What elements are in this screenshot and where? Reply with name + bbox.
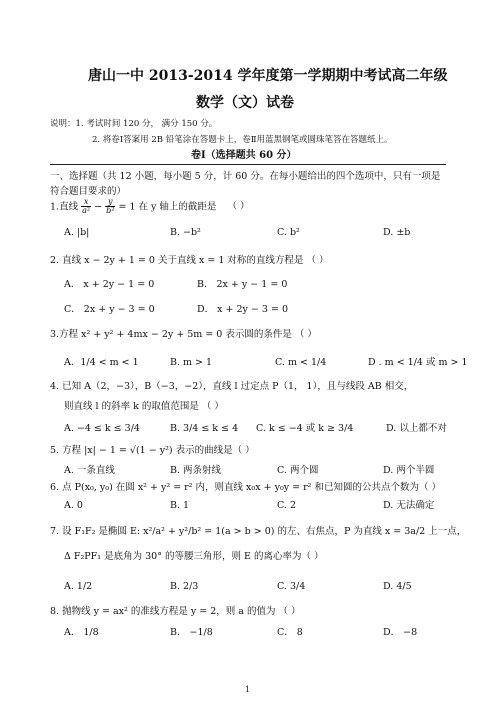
question-4-stem-2: 则直线 l 的斜率 k 的取值范围是 （ ） — [64, 401, 224, 412]
q1-option-d: D. ±b — [383, 227, 411, 238]
q2-option-b: B． 2x + y − 1 = 0 — [197, 279, 288, 290]
q2-option-d: D． x + 2y − 3 = 0 — [197, 304, 288, 315]
q3-option-b: B. m > 1 — [170, 357, 213, 368]
q2-option-a: A． x + 2y − 1 = 0 — [64, 279, 155, 290]
q1-frac-y: $\frac{y}{\text{b²}}$ — [106, 197, 115, 216]
subject-title: 数学（文）试卷 — [196, 95, 294, 111]
section-divider — [50, 164, 446, 165]
question-7-stem-2: Δ F₂PF₁ 是底角为 30° 的等腰三角形，则 E 的离心率为（ ） — [64, 551, 324, 562]
q3-option-c: C. m < 1/4 — [275, 357, 327, 368]
question-4-stem: 4. 已知 A（2，−3），B（−3，−2），直线 l 过定点 P（1， 1），且与线段 AB 相交， — [50, 381, 414, 392]
section-instructions-2: 符合题目要求的） — [50, 186, 127, 197]
q5-option-a: A. 一条直线 — [64, 465, 115, 476]
q8-option-a: A． 1/8 — [64, 627, 99, 638]
section-instructions-1: 一、选择题（共 12 小题，每小题 5 分，计 60 分。在每小题给出的四个选项中，只有一项是 — [50, 171, 441, 182]
notes-text-1: 1. 考试时间 120 分， 满分 150 分。 — [75, 119, 218, 129]
question-2-stem: 2. 直线 x − 2y + 1 = 0 关于直线 x = 1 对称的直线方程是 （ ） — [50, 255, 329, 266]
q8-option-c: C． 8 — [277, 627, 303, 638]
question-6-stem: 6. 点 P(x₀, y₀) 在圆 x² + y² = r² 内，则直线 x₀x + y₀y = r² 和已知圆的公共点个数为（ ） — [50, 482, 442, 493]
q5-option-d: D. 两个半圆 — [383, 465, 435, 476]
question-3-stem: 3.方程 x² + y² + 4mx − 2y + 5m = 0 表示圆的条件是 （ ） — [50, 329, 317, 340]
q7-option-a: A. 1/2 — [64, 581, 93, 592]
q1-frac-x: $\frac{x}{\text{a²}}$ — [82, 197, 91, 216]
q5-option-c: C. 两个圆 — [277, 465, 319, 476]
q6-option-a: A. 0 — [64, 500, 83, 511]
q6-option-b: B. 1 — [170, 500, 190, 511]
q1-option-c: C. b² — [277, 227, 300, 238]
question-8-stem: 8. 抛物线 y = ax² 的准线方程是 y = 2，则 a 的值为 （ ） — [50, 606, 301, 617]
q3-option-a: A．1/4 < m < 1 — [64, 357, 139, 368]
q1-stem-prefix: 1.直线 — [50, 201, 79, 213]
q4-option-a: A. −4 ≤ k ≤ 3/4 — [64, 423, 140, 434]
q6-option-d: D. 无法确定 — [383, 500, 435, 511]
q8-option-b: B． −1/8 — [170, 627, 213, 638]
q7-option-d: D. 4/5 — [383, 581, 412, 592]
q4-option-b: B. 3/4 ≤ k ≤ 4 — [170, 423, 239, 434]
q1-option-a: A. |b| — [64, 227, 90, 238]
notes-label: 说明： — [50, 119, 76, 129]
q3-option-d: D . m < 1/4 或 m > 1 — [368, 357, 468, 368]
page-number: 1 — [245, 685, 251, 694]
q7-option-b: B. 2/3 — [170, 581, 199, 592]
notes-line-1 — [50, 120, 217, 129]
exam-title: 唐山一中 2013-2014 学年度第一学期期中考试高二年级 — [88, 68, 448, 84]
question-7-stem: 7. 设 F₁F₂ 是椭圆 E: x²/a² + y²/b² = 1(a > b > 0) 的左、右焦点，P 为直线 x = 3a/2 上一点， — [50, 526, 467, 537]
q8-option-d: D． −8 — [383, 627, 418, 638]
q2-option-c: C． 2x + y − 3 = 0 — [64, 304, 155, 315]
q1-stem-suffix: = 1 在 y 轴上的截距是 — [118, 201, 217, 213]
q1-option-b: B. −b² — [170, 227, 201, 238]
section-title: 卷Ⅰ（选择题共 60 分） — [191, 150, 297, 161]
q4-option-d: D. 以上都不对 — [386, 423, 447, 434]
question-5-stem: 5. 方程 |x| − 1 = √(1 − y²) 表示的曲线是（ ） — [50, 445, 255, 456]
q4-option-c: C. k ≤ −4 或 k ≥ 3/4 — [256, 423, 354, 434]
q6-option-c: C. 2 — [277, 500, 297, 511]
notes-line-2: 2. 将卷Ⅰ答案用 2B 铅笔涂在答题卡上，卷Ⅱ用蓝黑钢笔或圆珠笔答在答题纸上。 — [92, 135, 393, 145]
q7-option-c: C. 3/4 — [277, 581, 306, 592]
q1-paren: （ ） — [227, 201, 250, 213]
q5-option-b: B. 两条射线 — [170, 465, 222, 476]
question-1-stem: 1.直线 $\frac{x}{\text{a²}}$ − $\frac{y}{\text{b²}}$ = 1 在 y 轴上的截距是 （ ） — [50, 197, 250, 216]
